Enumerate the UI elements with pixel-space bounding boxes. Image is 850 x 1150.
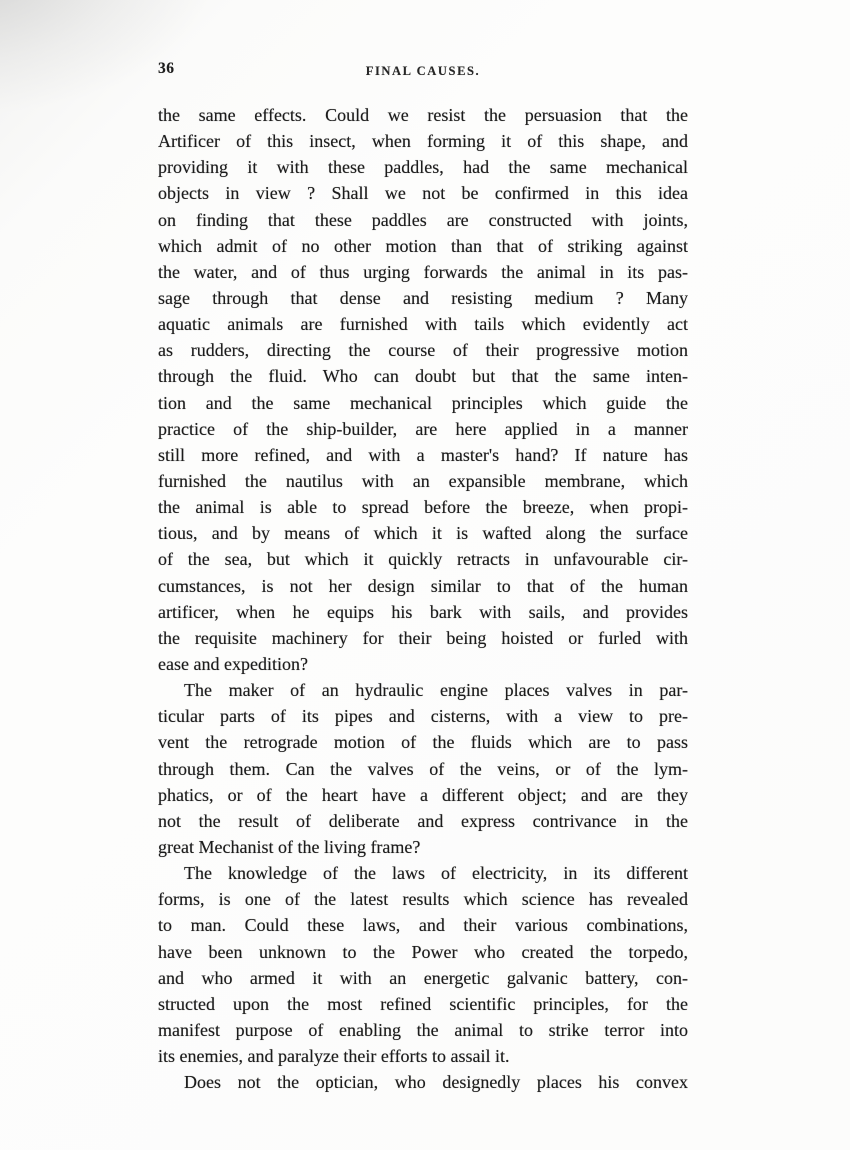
running-title: FINAL CAUSES. bbox=[365, 64, 481, 78]
text-line: to man. Could these laws, and their various combinations, bbox=[158, 915, 688, 936]
text-line: which admit of no other motion than that of striking against bbox=[158, 235, 688, 256]
text-line: Artificer of this insect, when forming it of this shape, and bbox=[158, 131, 688, 152]
text-line: manifest purpose of enabling the animal to strike terror into bbox=[158, 1019, 688, 1040]
text-line: of the sea, but which it quickly retracts in unfavourable cir- bbox=[158, 549, 688, 570]
text-line: as rudders, directing the course of their progressive motion bbox=[158, 340, 688, 361]
text-line: have been unknown to the Power who created the torpedo, bbox=[158, 941, 688, 962]
text-line: ticular parts of its pipes and cisterns, with a view to pre- bbox=[158, 706, 688, 727]
text-line: practice of the ship-builder, are here applied in a manner bbox=[158, 418, 688, 439]
text-line: the requisite machinery for their being hoisted or furled with bbox=[158, 627, 688, 648]
paragraph bbox=[158, 860, 688, 1069]
text-line: objects in view ? Shall we not be confirmed in this idea bbox=[158, 183, 688, 204]
text-line: structed upon the most refined scientific principles, for the bbox=[158, 993, 688, 1014]
page-header bbox=[158, 58, 688, 82]
paragraph bbox=[158, 677, 688, 860]
text-line: through the fluid. Who can doubt but that the same inten- bbox=[158, 366, 688, 387]
text-line: its enemies, and paralyze their efforts to assail it. bbox=[158, 1046, 510, 1067]
text-line: forms, is one of the latest results which science has revealed bbox=[158, 889, 688, 910]
text-line: providing it with these paddles, had the same mechanical bbox=[158, 157, 688, 178]
text-line: on finding that these paddles are constructed with joints, bbox=[158, 209, 688, 230]
page-number: 36 bbox=[158, 60, 175, 77]
text-line: The maker of an hydraulic engine places valves in par- bbox=[184, 680, 688, 701]
text-line: great Mechanist of the living frame? bbox=[158, 836, 421, 857]
text-line: phatics, or of the heart have a different object; and are they bbox=[158, 784, 688, 805]
text-line: tious, and by means of which it is wafted along the surface bbox=[158, 523, 688, 544]
text-line: furnished the nautilus with an expansible membrane, which bbox=[158, 470, 688, 491]
text-line: cumstances, is not her design similar to that of the human bbox=[158, 575, 688, 596]
text-line: still more refined, and with a master's hand? If nature has bbox=[158, 444, 688, 465]
text-line: the water, and of thus urging forwards the animal in its pas- bbox=[158, 261, 688, 282]
paragraph bbox=[158, 1069, 688, 1095]
text-line: tion and the same mechanical principles which guide the bbox=[158, 392, 688, 413]
text-line: ease and expedition? bbox=[158, 653, 308, 674]
text-line: vent the retrograde motion of the fluids which are to pass bbox=[158, 732, 688, 753]
text-line: through them. Can the valves of the veins, or of the lym- bbox=[158, 758, 688, 779]
text-line: and who armed it with an energetic galvanic battery, con- bbox=[158, 967, 688, 988]
paragraph bbox=[158, 102, 688, 677]
text-line: sage through that dense and resisting medium ? Many bbox=[158, 287, 688, 308]
text-line: aquatic animals are furnished with tails which evidently act bbox=[158, 314, 688, 335]
text-line: not the result of deliberate and express contrivance in the bbox=[158, 810, 688, 831]
text-line: The knowledge of the laws of electricity, in its different bbox=[184, 863, 688, 884]
text-line: the animal is able to spread before the breeze, when propi- bbox=[158, 497, 688, 518]
text-line: artificer, when he equips his bark with sails, and provides bbox=[158, 601, 688, 622]
text-line: the same effects. Could we resist the persuasion that the bbox=[158, 105, 688, 125]
text-line: Does not the optician, who designedly places his convex bbox=[184, 1072, 688, 1093]
page-body bbox=[158, 102, 688, 1095]
